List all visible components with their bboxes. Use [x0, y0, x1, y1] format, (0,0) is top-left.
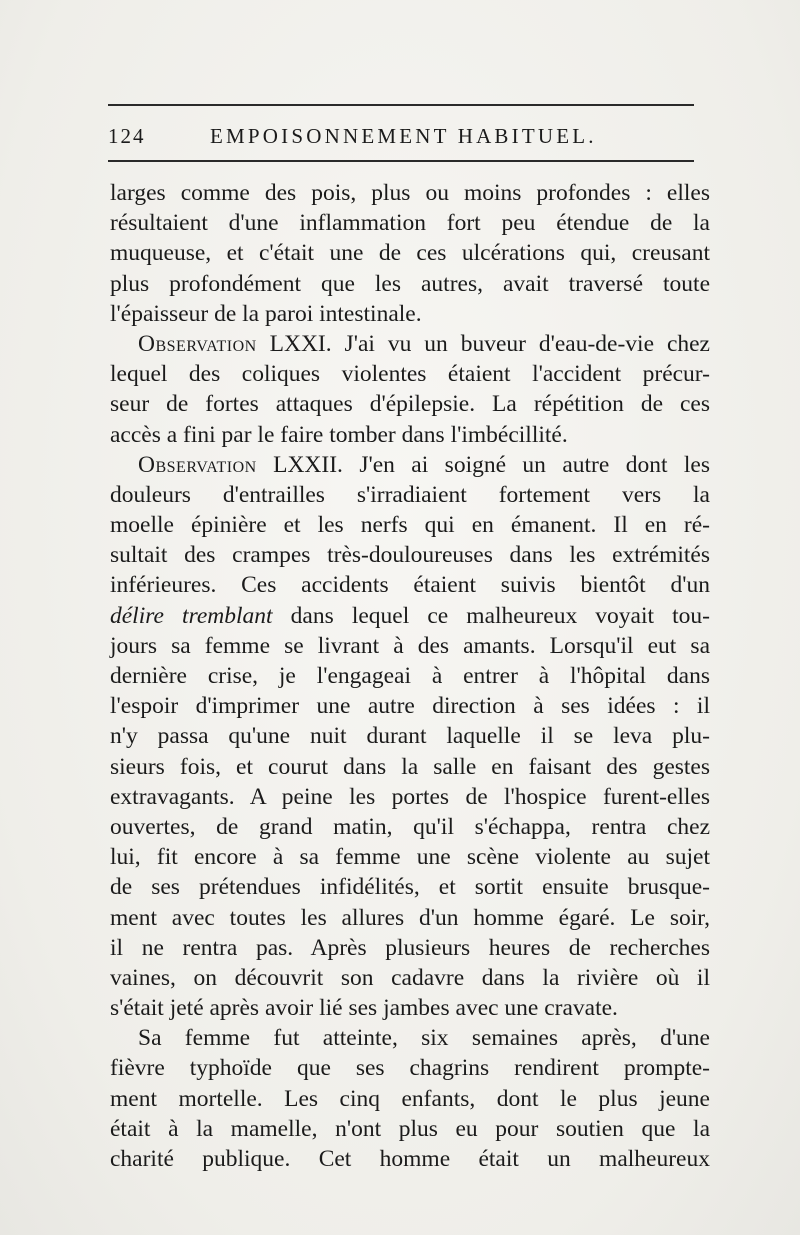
line-text: l'espoir d'imprimer une autre direction à ses idées : il	[110, 693, 710, 720]
observation-label: Observation	[138, 451, 257, 478]
line-text: LXXI. J'ai vu un buveur d'eau-de-vie chez	[256, 330, 710, 357]
text-line	[110, 872, 710, 902]
text-line	[110, 450, 710, 480]
line-text: n'y passa qu'une nuit durant laquelle il se leva plu-	[110, 723, 710, 750]
text-line	[110, 903, 710, 933]
italic-term: délire tremblant	[110, 602, 273, 629]
line-text: plus profondément que les autres, avait traversé toute	[110, 270, 710, 297]
text-line	[110, 1084, 710, 1114]
line-text: dernière crise, je l'engageai à entrer à l'hôpital dans	[110, 663, 710, 689]
line-text: ouvertes, de grand matin, qu'il s'échappa, rentra chez	[110, 813, 710, 840]
line-text: LXXII. J'en ai soigné un autre dont les	[256, 451, 710, 478]
body-text	[110, 178, 710, 1174]
line-text: résultaient d'une inflammation fort peu étendue de la	[110, 210, 710, 237]
text-line	[110, 933, 710, 963]
line-text: inférieures. Ces accidents étaient suivis bientôt d'un	[110, 572, 710, 599]
text-line	[110, 812, 710, 842]
line-text: Sa femme fut atteinte, six semaines après, d'une	[138, 1025, 710, 1052]
text-line	[110, 842, 710, 872]
running-title: EMPOISONNEMENT HABITUEL.	[210, 124, 597, 148]
text-line	[110, 1053, 710, 1083]
line-text: dans lequel ce malheureux voyait tou-	[272, 602, 710, 629]
text-line	[110, 661, 710, 691]
text-line	[110, 359, 710, 389]
text-line	[110, 329, 710, 359]
text-line	[110, 540, 710, 570]
text-line	[110, 420, 710, 450]
text-line	[110, 208, 710, 238]
line-text: ment avec toutes les allures d'un homme égaré. Le soir,	[110, 904, 710, 931]
header-top-rule	[108, 104, 694, 106]
line-text: il ne rentra pas. Après plusieurs heures de recherches	[110, 934, 710, 961]
text-line	[110, 480, 710, 510]
text-line	[110, 389, 710, 419]
text-line	[110, 691, 710, 721]
line-text: vaines, on découvrit son cadavre dans la rivière où il	[110, 964, 710, 991]
line-text: sultait des crampes très-douloureuses dans les extrémités	[110, 542, 710, 569]
line-text: ment mortelle. Les cinq enfants, dont le plus jeune	[110, 1085, 710, 1112]
line-text: l'épaisseur de la paroi intestinale.	[110, 300, 422, 327]
text-line	[110, 963, 710, 993]
line-text: lequel des coliques violentes étaient l'accident précur-	[110, 361, 710, 388]
line-text: muqueuse, et c'était une de ces ulcérations qui, creusant	[110, 240, 710, 267]
line-text: moelle épinière et les nerfs qui en émanent. Il en ré-	[110, 512, 710, 539]
text-line	[110, 993, 710, 1023]
running-header	[108, 124, 694, 156]
line-text: douleurs d'entrailles s'irradiaient fortement vers la	[110, 481, 710, 508]
text-line	[110, 631, 710, 661]
line-text: de ses prétendues infidélités, et sortit ensuite brusque-	[110, 874, 710, 901]
page-number: 124	[108, 124, 146, 148]
line-text: s'était jeté après avoir lié ses jambes avec une cravate.	[110, 995, 618, 1022]
line-text: sieurs fois, et courut dans la salle en faisant des gestes	[110, 753, 710, 780]
text-line	[110, 238, 710, 268]
text-line	[110, 269, 710, 299]
text-line	[110, 752, 710, 782]
text-line	[110, 1114, 710, 1144]
text-line	[110, 299, 710, 329]
observation-label: Observation	[138, 330, 257, 357]
text-line	[110, 601, 710, 631]
line-text: extravagants. A peine les portes de l'hospice furent-elles	[110, 783, 710, 810]
header-bottom-rule	[108, 160, 694, 162]
line-text: fièvre typhoïde que ses chagrins rendirent prompte-	[110, 1055, 710, 1082]
text-line	[110, 1023, 710, 1053]
text-line	[110, 178, 710, 208]
line-text: accès a fini par le faire tomber dans l'imbécillité.	[110, 421, 568, 448]
text-line	[110, 721, 710, 751]
line-text: jours sa femme se livrant à des amants. Lorsqu'il eut sa	[110, 632, 710, 659]
text-line	[110, 782, 710, 812]
line-text: charité publique. Cet homme était un malheureux	[110, 1146, 710, 1172]
text-line	[110, 1144, 710, 1174]
line-text: larges comme des pois, plus ou moins profondes : elles	[110, 180, 710, 206]
text-line	[110, 570, 710, 600]
line-text: était à la mamelle, n'ont plus eu pour soutien que la	[110, 1115, 710, 1142]
line-text: seur de fortes attaques d'épilepsie. La répétition de ces	[110, 391, 710, 418]
text-line	[110, 510, 710, 540]
line-text: lui, fit encore à sa femme une scène violente au sujet	[110, 844, 710, 871]
